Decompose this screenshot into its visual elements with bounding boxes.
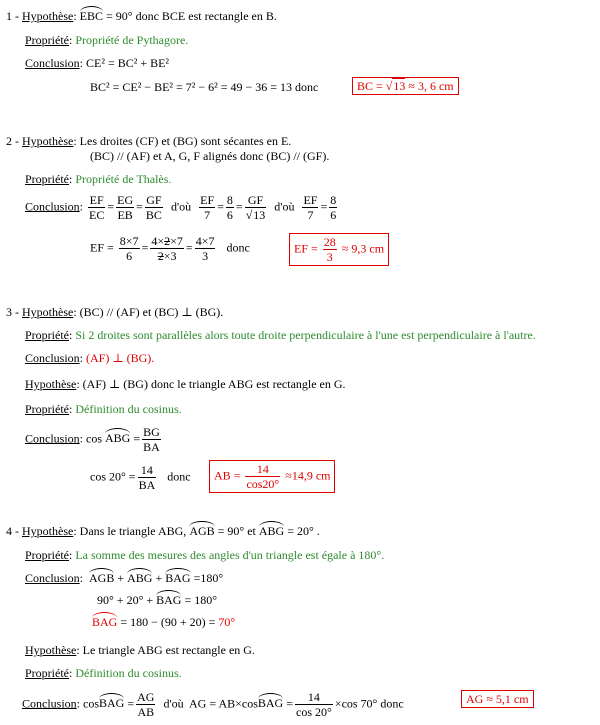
s3-angle: ABG <box>105 431 131 446</box>
fraction: $\frac{GF}{√13}$ <box>245 193 266 222</box>
s4-hypothesis-line <box>6 524 320 538</box>
s4-ag: AG = AB×cos <box>189 696 258 711</box>
fraction: $\frac{28}{3}$ <box>323 235 336 264</box>
fraction: $\frac{14}{\cos 20^\circ}$ <box>246 462 280 491</box>
s4-line3-angle: BAG <box>92 615 118 629</box>
s3-prop2-label: Propriété <box>25 402 69 416</box>
s3-prop-label: Propriété <box>25 328 69 342</box>
s1-number: 1 - <box>6 9 22 23</box>
s4-sum-end: =180° <box>190 571 224 585</box>
s2-hyp-label: Hypothèse <box>22 134 74 148</box>
s4-hyp-angle2: ABG <box>258 524 285 538</box>
s4-line2 <box>97 593 217 607</box>
s2-concl-label: Conclusion <box>25 199 80 214</box>
s2-hyp-text2: (BC) // (AF) et A, G, F alignés donc (BC) // (GF). <box>90 149 330 163</box>
s4-angle-bag: BAG <box>165 571 191 585</box>
s1-hyp-text: = 90° donc BCE est rectangle en B. <box>103 9 277 23</box>
s4-line3-result: 70° <box>218 615 236 629</box>
s3-calc-line <box>90 463 191 492</box>
s2-conclusion-line: Conclusion: $\frac{EF}{EC}$ = $\frac{EG}{EB}$ = $\frac{GF}{BC}$ d'où $\frac{EF}{7}$ = $\frac{8}{6}$ = $\frac{GF}{√13}$ d'où $\frac{EF}{7}$ = $\frac{8}{6}$ <box>25 193 337 222</box>
s3-conclusion2-line: Conclusion: cos ABG = $\frac{BG}{BA}$ <box>25 425 160 454</box>
s2-calc-line: EF = $\frac{8\times 7}{6}$ = $\frac{4\times 2\times 7}{2\times 3}$ = $\frac{4\times 7}{3}$ donc <box>90 234 250 263</box>
fraction: $\frac{GF}{BC}$ <box>145 193 162 222</box>
s2-ef: EF = <box>90 240 114 255</box>
s4-hypothesis2-line <box>25 643 255 657</box>
s4-answer-box: AG ≈ 5,1 cm <box>461 690 534 708</box>
s3-answer-a: AB = <box>214 468 244 483</box>
s3-hypothesis-line <box>6 305 223 319</box>
s1-answer-a: BC = <box>357 79 386 93</box>
s2-number: 2 - <box>6 134 22 148</box>
s4-property-line: Propriété: La somme des mesures des angles d'un triangle est égale à 180°. <box>25 548 385 562</box>
s1-calculation: BC² = CE² − BE² = 7² − 6² = 49 − 36 = 13 donc <box>90 80 319 94</box>
s2-dou: d'où <box>170 199 192 214</box>
s4-line2-b: = 180° <box>181 593 218 607</box>
s4-angle-abg: ABG <box>127 571 153 585</box>
s1-conclusion-line: Conclusion: CE² = BC² + BE² <box>25 56 170 70</box>
s3-number: 3 - <box>6 305 22 319</box>
s3-answer-b: ≈14,9 cm <box>282 468 331 483</box>
s4-concl-label: Conclusion <box>25 571 80 585</box>
s1-hyp-label: Hypothèse <box>22 9 74 23</box>
s3-hyp2-text: : (AF) ⊥ (BG) donc le triangle ABG est rectangle en G. <box>76 377 346 391</box>
s1-concl-text: CE² = BC² + BE² <box>86 56 170 70</box>
fraction: $\frac{EF}{7}$ <box>200 193 215 222</box>
s2-hypothesis-line <box>6 134 291 148</box>
s4-hyp-angle1: AGB <box>189 524 215 538</box>
s4-hyp-text-b: = 90° et <box>214 524 259 538</box>
s4-prop2-label: Propriété <box>25 666 69 680</box>
s3-cos: cos <box>86 431 103 446</box>
fraction: $\frac{EF}{7}$ <box>303 193 318 222</box>
s4-line2-a: 90° + 20° + <box>97 593 157 607</box>
s2-property-line: Propriété: Propriété de Thalès. <box>25 172 172 186</box>
fraction: $\frac{8}{6}$ <box>330 193 337 222</box>
s3-answer-box <box>209 460 335 493</box>
s3-donc: donc <box>167 469 191 484</box>
s3-cos20: cos 20° = <box>90 469 136 484</box>
s4-prop-label: Propriété <box>25 548 69 562</box>
fraction: $\frac{EG}{EB}$ <box>117 193 134 222</box>
fraction: $\frac{AG}{AB}$ <box>137 690 155 719</box>
s1-concl-label: Conclusion <box>25 56 80 70</box>
s4-cos: cos <box>83 696 100 711</box>
s1-prop-text: Propriété de Pythagore. <box>75 33 189 47</box>
s3-concl2-label: Conclusion <box>25 431 80 446</box>
s1-answer-b: ≈ 3, 6 cm <box>405 79 454 93</box>
s4-line3-b: = 180 − (90 + 20) = <box>117 615 219 629</box>
s3-concl-label: Conclusion <box>25 351 80 365</box>
fraction: $\frac{4\times 7}{3}$ <box>195 234 215 263</box>
s4-prop2-text: Définition du cosinus. <box>75 666 182 680</box>
s2-answer-b: ≈ 9,3 cm <box>338 241 385 256</box>
s3-hyp2-label: Hypothèse <box>25 377 77 391</box>
fraction: $\frac{14}{BA}$ <box>138 463 156 492</box>
s2-prop-label: Propriété <box>25 172 69 186</box>
s4-tail: ×cos 70° donc <box>334 696 404 711</box>
s3-prop2-text: Définition du cosinus. <box>75 402 182 416</box>
s4-hyp-label: Hypothèse <box>22 524 74 538</box>
fraction: $\frac{8}{6}$ <box>226 193 233 222</box>
s1-hypothesis-line: 1 - Hypothèse: EBC = 90° donc BCE est rectangle en B. <box>6 9 277 23</box>
s2-answer-a: EF = <box>294 241 321 256</box>
s4-hyp2-text: : Le triangle ABG est rectangle en G. <box>76 643 255 657</box>
s4-ag-angle: BAG <box>257 696 284 711</box>
fraction: $\frac{BG}{BA}$ <box>143 425 160 454</box>
s4-angle-agb: AGB <box>89 571 115 585</box>
s3-concl-text: (AF) ⊥ (BG). <box>86 351 155 365</box>
s1-prop-label: Propriété <box>25 33 69 47</box>
fraction: $\frac{14}{\cos 20^\circ}$ <box>296 690 332 719</box>
s3-property2-line: Propriété: Définition du cosinus. <box>25 402 182 416</box>
s4-eq: = <box>283 696 293 711</box>
s2-dou2: d'où <box>274 199 295 214</box>
s1-answer-box: BC = √13 ≈ 3, 6 cm <box>352 77 459 95</box>
s3-hypothesis2-line <box>25 377 346 391</box>
s4-hyp-text-c: = 20° . <box>284 524 320 538</box>
s4-hyp2-label: Hypothèse <box>25 643 77 657</box>
s3-property-line: Propriété: Si 2 droites sont parallèles alors toute droite perpendiculaire à l'une est perpendiculaire à l'autre. <box>25 328 536 342</box>
s4-prop-text: La somme des mesures des angles d'un triangle est égale à 180°. <box>75 548 385 562</box>
s3-prop-text: Si 2 droites sont parallèles alors toute droite perpendiculaire à l'une est perpendiculaire à l'autre. <box>75 328 536 342</box>
fraction: $\frac{EF}{EC}$ <box>89 193 105 222</box>
s4-angle: BAG <box>99 696 125 711</box>
s4-property2-line: Propriété: Définition du cosinus. <box>25 666 182 680</box>
s4-hyp-text-a: : Dans le triangle ABG, <box>73 524 190 538</box>
s4-conclusion2-line: Conclusion: cosBAG = $\frac{AG}{AB}$ d'où AG = AB×cosBAG = $\frac{14}{\cos 20^\circ}$ ×cos 70° donc <box>22 690 404 719</box>
s3-conclusion-line: Conclusion: (AF) ⊥ (BG). <box>25 351 155 365</box>
s3-hyp-text: : (BC) // (AF) et (BC) ⊥ (BG). <box>73 305 224 319</box>
s2-prop-text: Propriété de Thalès. <box>75 172 172 186</box>
fraction: $\frac{8\times 7}{6}$ <box>119 234 139 263</box>
s2-hyp-text1: : Les droites (CF) et (BG) sont sécantes en E. <box>73 134 292 148</box>
s4-dou: d'où <box>163 696 184 711</box>
fraction: $\frac{4\times 2\times 7}{2\times 3}$ <box>151 234 183 263</box>
s1-answer-root: 13 <box>393 79 406 93</box>
s4-line2-angle: BAG <box>156 593 182 607</box>
s4-conclusion-line: Conclusion: AGB + ABG + BAG =180° <box>25 571 224 585</box>
s4-concl2-label: Conclusion <box>22 696 77 711</box>
s3-hyp-label: Hypothèse <box>22 305 74 319</box>
s4-line3 <box>92 615 235 629</box>
s1-property-line: Propriété: Propriété de Pythagore. <box>25 33 189 47</box>
s2-donc: donc <box>226 240 250 255</box>
s2-answer-box <box>289 233 389 266</box>
s1-angle: EBC <box>79 9 104 23</box>
s4-number: 4 - <box>6 524 22 538</box>
